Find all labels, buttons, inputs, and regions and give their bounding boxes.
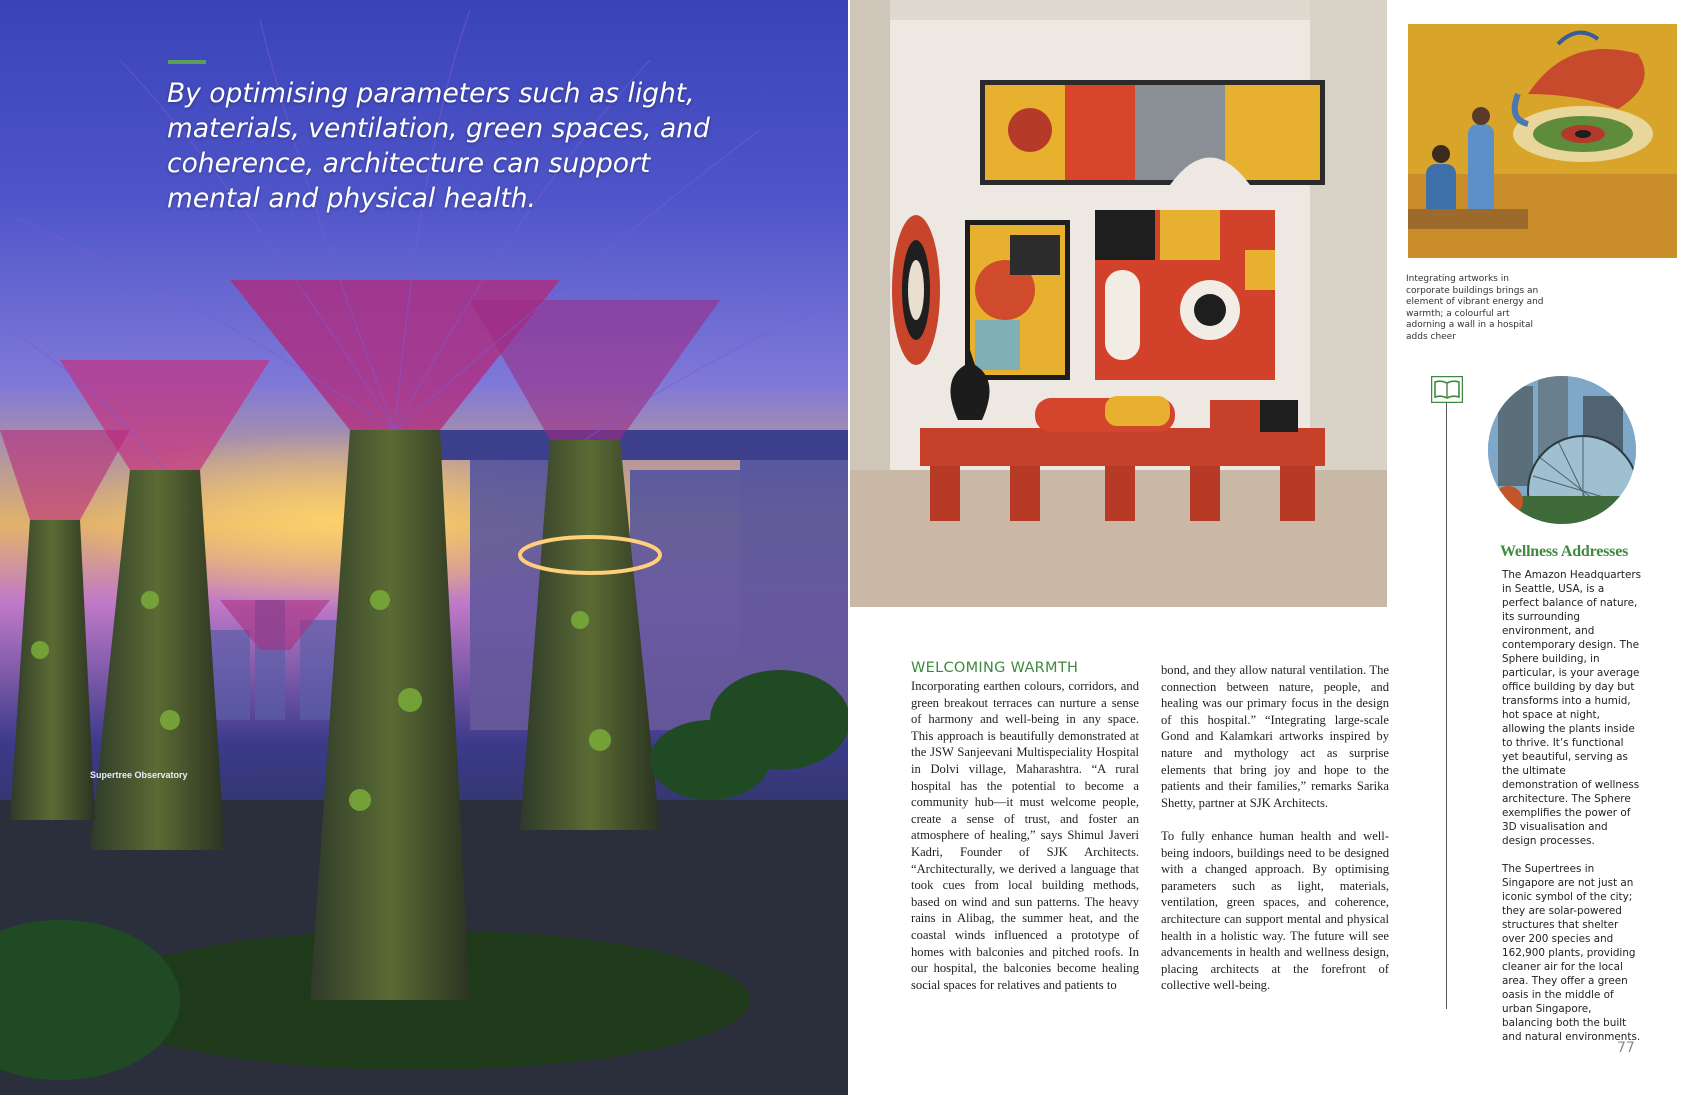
article-paragraph: To fully enhance human health and well-being indoors, buildings need to be designed with a changed approach. By optimising parameters such as light, materials, ventilation, green spaces, and coherence, architecture can support mental and physical health in a holistic way. The future will see advancements in health and wellness design, placing architects at the forefront of collective well-being.: [1161, 828, 1389, 993]
sidebar-divider: [1446, 403, 1447, 1009]
open-book-icon: [1431, 376, 1463, 403]
article-column-1: Incorporating earthen colours, corridors, and green breakout terraces can nurture a sense of harmony and well-being in any space. This approach is beautifully demonstrated at the JSW Sanjeevani Multispeciality Hospital in Dolvi village, Maharashtra. “A rural hospital has the potential to become a community hub—it must welcome people, create a sense of trust, and foster an atmosphere of healing,” says Shimul Javeri Kadri, Founder of SJK Architects. “Architecturally, we derived a language that took cues from local building methods, based on wind and sun patterns. The heavy rains in Alibag, the summer heat, and the coastal winds influenced a prototype of homes with balconies and pitched roofs. In our hospital, the balconies become healing social spaces for relatives and patients to: [911, 679, 1139, 992]
sidebar-body: [1502, 568, 1642, 1058]
page-number: 77: [1617, 1040, 1635, 1056]
hospital-artwork-illustration: [1408, 24, 1677, 258]
photo-caption: Integrating artworks in corporate buildings brings an element of vibrant energy and warmth; a colourful art adorning a wall in a hospital adds cheer: [1406, 274, 1544, 342]
art-wall-illustration: [850, 0, 1387, 607]
hospital-artwork-photo: [1408, 24, 1677, 258]
sidebar-paragraph: The Supertrees in Singapore are not just an iconic symbol of the city; they are solar-powered structures that shelter over 200 species and 162,900 plants, providing cleaner air for the local area. They offer a green oasis in the middle of urban Singapore, balancing both the built and natural environments.: [1502, 863, 1641, 1043]
article-column-2: [1161, 662, 1389, 1010]
section-heading: WELCOMING WARMTH: [911, 660, 1079, 676]
sidebar-paragraph: The Amazon Headquarters in Seattle, USA, is a perfect balance of nature, its surrounding environment, and contemporary design. The Sphere building, in particular, is your average office building by day but transforms into a humid, hot space at night, allowing the plants inside to thrive. It’s functional yet beautiful, serving as the ultimate demonstration of wellness architecture. The Sphere exemplifies the power of 3D visualisation and design processes.: [1502, 569, 1642, 847]
pull-quote: By optimising parameters such as light, materials, ventilation, green spaces, and coherence, architecture can support mental and physical health.: [167, 78, 710, 214]
article-paragraph: bond, and they allow natural ventilation. The connection between nature, people, and healing was our primary focus in the design of this hospital.” “Integrating large-scale Gond and Kalamkari artworks inspired by nature and mythology act as surprise elements that bring joy and hope to the patients and their families,” remarks Sarika Shetty, partner at SJK Architects.: [1161, 663, 1389, 810]
spheres-illustration: [1488, 376, 1636, 524]
art-wall-photo: [850, 0, 1387, 607]
amazon-spheres-photo: [1488, 376, 1636, 524]
sidebar-title: Wellness Addresses: [1500, 543, 1629, 560]
quote-accent-rule: [168, 60, 206, 64]
observatory-sign: Supertree Observatory: [90, 770, 188, 780]
